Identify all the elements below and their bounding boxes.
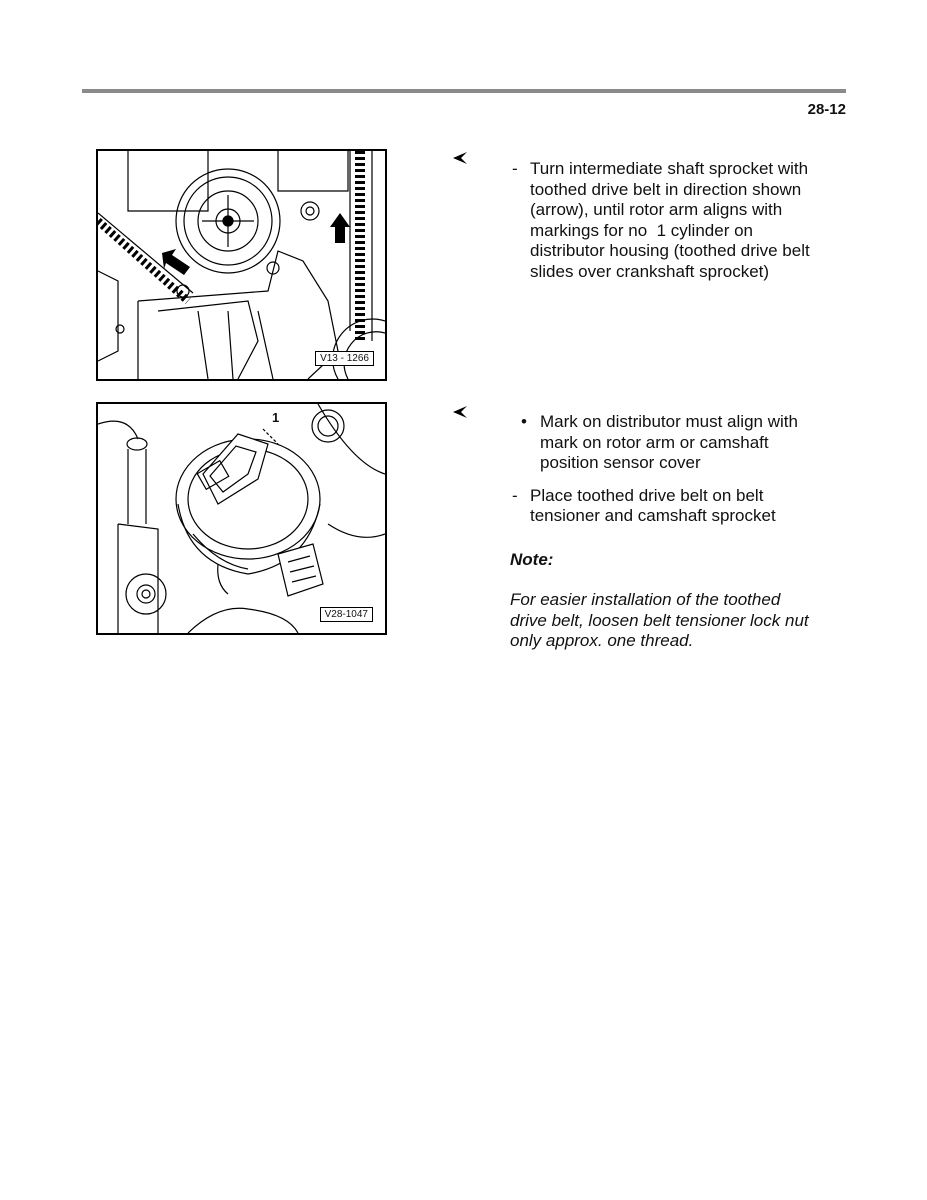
bullet-line: mark on rotor arm or camshaft (540, 432, 769, 452)
step-line: distributor housing (toothed drive belt (530, 241, 810, 260)
note-heading: Note: (510, 549, 554, 569)
note-body (510, 590, 809, 652)
step-line: Place toothed drive belt on belt (530, 485, 764, 505)
note-line: drive belt, loosen belt tensioner lock nut (510, 610, 809, 630)
note-line: For easier installation of the toothed (510, 590, 781, 609)
timing-belt-illustration (98, 151, 385, 379)
figure-distributor-alignment (96, 402, 387, 635)
bullet-line: position sensor cover (540, 453, 701, 472)
distributor-illustration (98, 404, 385, 633)
page-number: 28-12 (807, 101, 846, 118)
header-rule (82, 89, 846, 93)
check-bullet (512, 412, 809, 474)
step-line: Turn intermediate shaft sprocket with (530, 159, 809, 178)
figure-pointer-icon (452, 404, 470, 420)
step-line: markings for no 1 cylinder on (530, 220, 753, 240)
note-line: only approx. one thread. (510, 631, 694, 650)
figure-code: V28-1047 (320, 607, 373, 622)
step-line: tensioner and camshaft sprocket (530, 506, 776, 525)
callout-number: 1 (272, 410, 280, 425)
step-line: (arrow), until rotor arm aligns with (530, 200, 783, 219)
figure-pointer-icon (452, 150, 470, 166)
section1-text (512, 159, 810, 282)
instruction-step (512, 486, 809, 527)
instruction-step (512, 159, 810, 282)
figure-timing-belt-sprocket (96, 149, 387, 381)
section2-text (512, 412, 809, 652)
bullet-marker: • (521, 412, 527, 431)
step-line: toothed drive belt in direction shown (530, 179, 802, 199)
step-marker: - (512, 159, 518, 178)
bullet-line: Mark on distributor must align with (540, 412, 798, 431)
step-line: slides over crankshaft sprocket) (530, 261, 770, 281)
step-marker: - (512, 485, 518, 505)
figure-code: V13 - 1266 (315, 351, 374, 366)
